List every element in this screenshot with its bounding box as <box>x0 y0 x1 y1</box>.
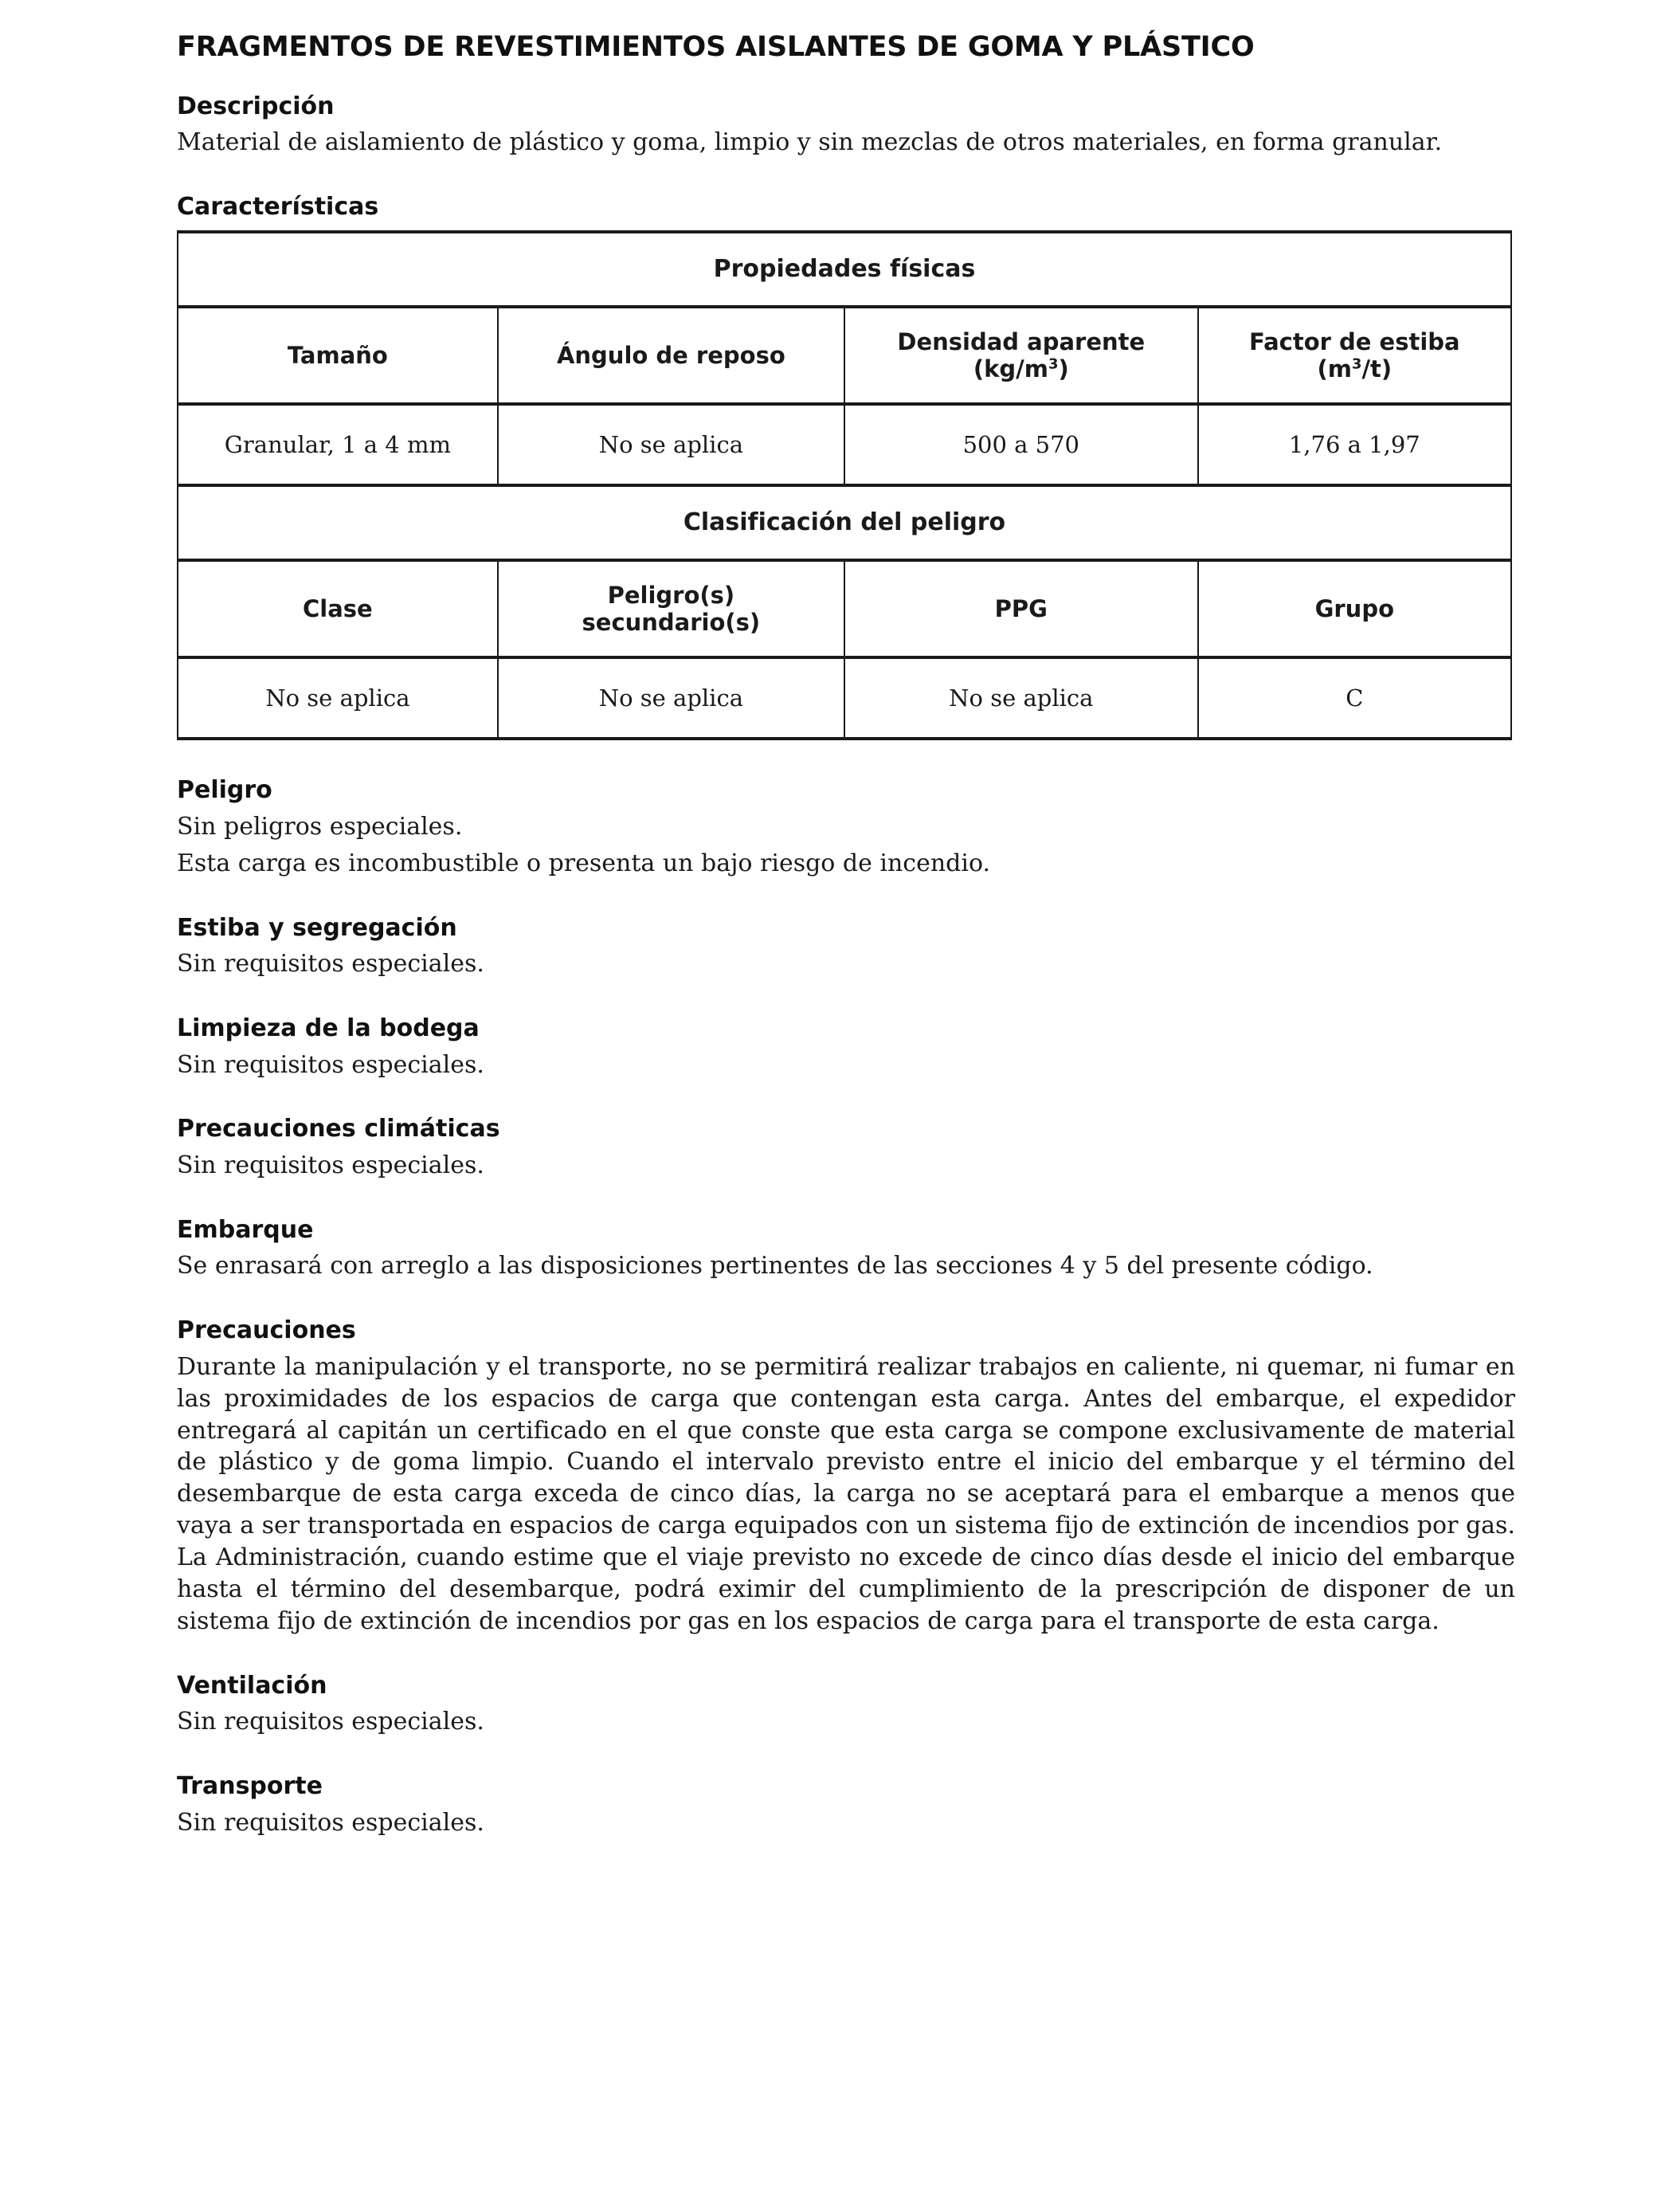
heading-precauciones: Precauciones <box>177 1316 356 1345</box>
section-precauciones-climaticas <box>177 1116 1515 1181</box>
table-row-physical-group <box>178 232 1511 307</box>
densidad-unit-post: ) <box>1058 355 1069 383</box>
table-header-densidad-aparente <box>844 307 1198 404</box>
table-header-factor-estiba <box>1198 307 1511 404</box>
table-cell-ppg: No se aplica <box>844 657 1198 739</box>
heading-precauciones-climaticas: Precauciones climáticas <box>177 1115 500 1143</box>
heading-estiba-segregacion: Estiba y segregación <box>177 913 457 942</box>
table-cell-grupo: C <box>1198 657 1511 739</box>
factor-unit-exponent: 3 <box>1351 355 1362 373</box>
body-precauciones: Durante la manipulación y el transporte, no se permitirá realizar trabajos en caliente, ni quemar, ni fumar en las proximidades de los espacios de carga que contengan esta carga. Antes del embarque, el expedidor entregará al capitán un certificado en el que conste que esta carga se compone exclusivamente de material de plástico y de goma limpio. Cuando el intervalo previsto entre el inicio del embarque y el término del desembarque de esta carga exceda de cinco días, la carga no se aceptará para el embarque a menos que vaya a ser transportada en espacios de carga equipados con un sistema fijo de extinción de incendios por gas. La Administración, cuando estime que el viaje previsto no excede de cinco días desde el inicio del embarque hasta el término del desembarque, podrá eximir del cumplimiento de la prescripción de disponer de un sistema fijo de extinción de incendios por gas en los espacios de carga para el transporte de esta carga. <box>177 1352 1515 1635</box>
table-row-hazard-headers <box>178 560 1511 657</box>
table-group-header-hazard: Clasificación del peligro <box>178 485 1511 560</box>
densidad-unit-pre: (kg/m <box>973 355 1048 383</box>
heading-caracteristicas: Características <box>177 192 379 221</box>
table-row-physical-values <box>178 404 1511 485</box>
section-transporte <box>177 1773 1515 1838</box>
section-estiba-segregacion <box>177 915 1515 980</box>
table-cell-angulo-reposo: No se aplica <box>498 404 844 485</box>
table-cell-peligros-secundarios: No se aplica <box>498 657 844 739</box>
table-header-peligros-line2: secundario(s) <box>582 609 761 637</box>
section-peligro <box>177 777 1515 879</box>
table-header-clase: Clase <box>178 560 498 657</box>
body-estiba-segregacion: Sin requisitos especiales. <box>177 950 484 979</box>
section-caracteristicas <box>177 194 1515 741</box>
heading-embarque: Embarque <box>177 1215 314 1244</box>
body-precauciones-climaticas: Sin requisitos especiales. <box>177 1151 484 1179</box>
body-embarque: Se enrasará con arreglo a las disposiciones pertinentes de las secciones 4 y 5 del presente código. <box>177 1252 1373 1281</box>
body-peligro-2: Esta carga es incombustible o presenta un bajo riesgo de incendio. <box>177 849 991 877</box>
heading-peligro: Peligro <box>177 776 272 805</box>
table-group-header-physical: Propiedades físicas <box>178 232 1511 307</box>
heading-descripcion: Descripción <box>177 92 335 120</box>
heading-limpieza-bodega: Limpieza de la bodega <box>177 1014 480 1043</box>
table-cell-densidad-aparente: 500 a 570 <box>844 404 1198 485</box>
table-header-tamano: Tamaño <box>178 307 498 404</box>
table-cell-tamano: Granular, 1 a 4 mm <box>178 404 498 485</box>
section-embarque <box>177 1217 1515 1282</box>
table-header-factor-line2 <box>1205 355 1504 383</box>
section-precauciones <box>177 1317 1515 1637</box>
table-cell-clase: No se aplica <box>178 657 498 739</box>
table-header-factor-line1: Factor de estiba <box>1248 327 1460 355</box>
table-cell-factor-estiba: 1,76 a 1,97 <box>1198 404 1511 485</box>
section-ventilacion <box>177 1673 1515 1738</box>
body-transporte: Sin requisitos especiales. <box>177 1808 484 1837</box>
table-header-grupo: Grupo <box>1198 560 1511 657</box>
section-descripcion <box>177 93 1515 159</box>
heading-transporte: Transporte <box>177 1772 323 1801</box>
table-row-hazard-group <box>178 485 1511 560</box>
table-header-angulo-reposo: Ángulo de reposo <box>498 307 844 404</box>
properties-table <box>177 230 1512 740</box>
body-descripcion: Material de aislamiento de plástico y goma, limpio y sin mezclas de otros materiales, en forma granular. <box>177 128 1443 156</box>
body-peligro-1: Sin peligros especiales. <box>177 812 463 841</box>
table-header-densidad-line1: Densidad aparente <box>897 327 1146 355</box>
table-header-peligros-secundarios <box>498 560 844 657</box>
section-limpieza-bodega <box>177 1015 1515 1081</box>
table-row-hazard-values <box>178 657 1511 739</box>
body-ventilacion: Sin requisitos especiales. <box>177 1708 484 1736</box>
table-header-densidad-line2 <box>852 355 1191 383</box>
page-title: FRAGMENTOS DE REVESTIMIENTOS AISLANTES DE GOMA Y PLÁSTICO <box>177 31 1255 63</box>
table-header-peligros-line1: Peligro(s) <box>607 581 735 609</box>
factor-unit-post: /t) <box>1361 355 1393 383</box>
document-content <box>177 32 1515 1874</box>
body-limpieza-bodega: Sin requisitos especiales. <box>177 1050 484 1079</box>
densidad-unit-exponent: 3 <box>1048 355 1059 373</box>
heading-ventilacion: Ventilación <box>177 1671 327 1700</box>
factor-unit-pre: (m <box>1317 355 1352 383</box>
table-header-ppg: PPG <box>844 560 1198 657</box>
table-row-physical-headers <box>178 307 1511 404</box>
